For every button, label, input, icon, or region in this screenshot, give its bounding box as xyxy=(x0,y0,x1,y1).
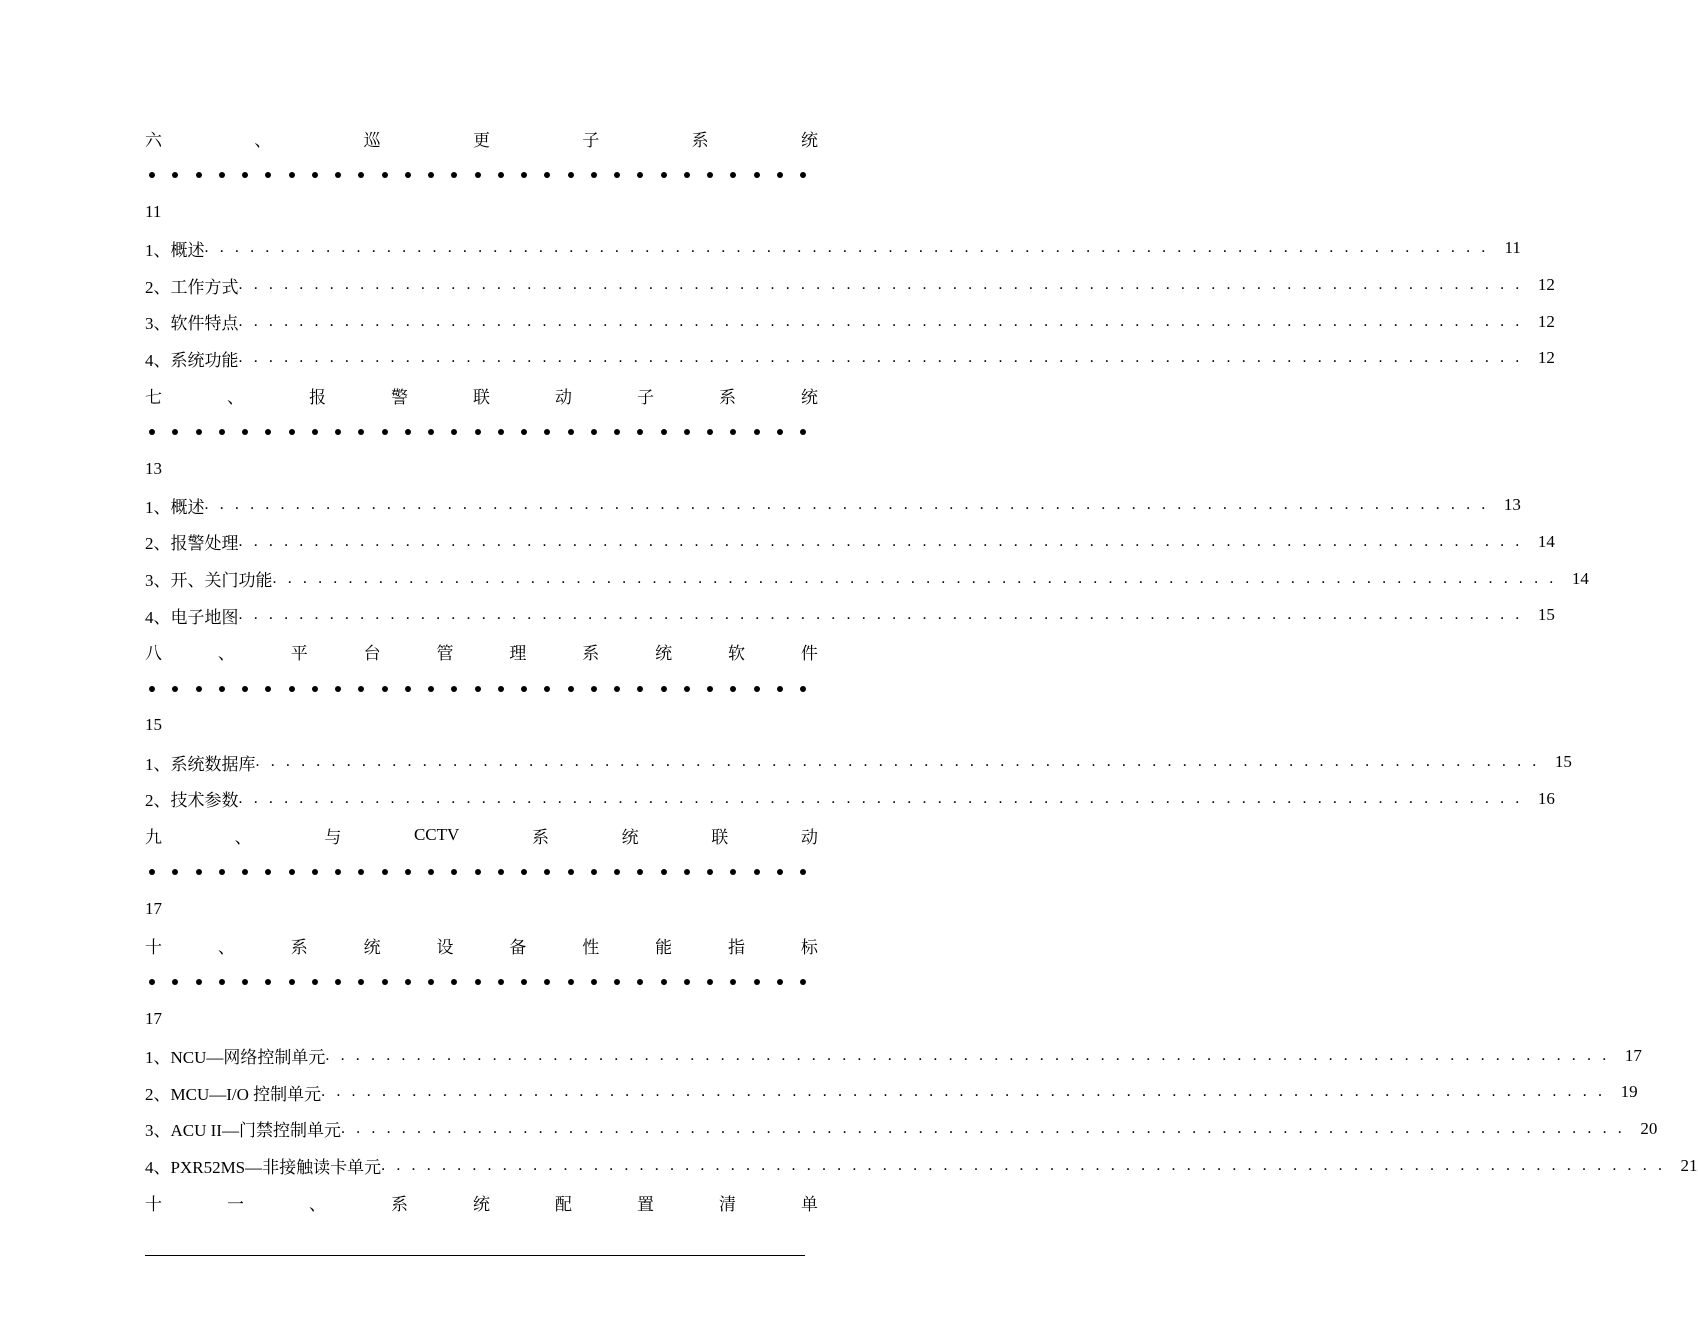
leader-dot xyxy=(684,172,690,178)
leader-dot xyxy=(451,869,457,875)
page-number: 17 xyxy=(145,1008,162,1028)
leader-dot xyxy=(637,172,643,178)
heading-char: 统 xyxy=(473,1194,490,1214)
toc-dot-leader xyxy=(145,964,818,1001)
toc-entry-page: 11 xyxy=(1504,238,1521,258)
toc-entry-page: 14 xyxy=(1537,531,1555,551)
leader-dot xyxy=(428,686,434,692)
leader-dot xyxy=(219,869,225,875)
toc-section-page-number xyxy=(145,890,818,927)
heading-char: 统 xyxy=(621,827,639,847)
leader-dot xyxy=(428,869,434,875)
heading-char: 配 xyxy=(555,1194,572,1214)
toc-entry[interactable] xyxy=(145,1037,1642,1074)
leader-dot xyxy=(637,429,643,435)
leader-dot xyxy=(475,869,481,875)
leader-dot xyxy=(265,172,271,178)
heading-char: 九 xyxy=(145,827,162,847)
leader-dot xyxy=(312,869,318,875)
leader-dot xyxy=(800,429,806,435)
leader-dot xyxy=(405,979,411,985)
heading-char: 软 xyxy=(728,644,745,664)
heading-char: 、 xyxy=(217,644,235,664)
leader-dot xyxy=(289,686,295,692)
toc-entry[interactable] xyxy=(145,340,1555,377)
leader-dot xyxy=(149,686,155,692)
heading-char: 、 xyxy=(227,387,244,407)
toc-dot-leader xyxy=(145,414,818,451)
heading-char: 八 xyxy=(145,644,162,664)
toc-section-heading[interactable] xyxy=(145,634,818,671)
leader-dot xyxy=(591,429,597,435)
leader-dot xyxy=(614,429,620,435)
page-number: 17 xyxy=(145,898,162,918)
leader-dot xyxy=(707,979,713,985)
leader-dot xyxy=(451,686,457,692)
heading-char: 、 xyxy=(217,937,235,957)
toc-section-page-number xyxy=(145,1001,818,1038)
leader-dot xyxy=(754,172,760,178)
leader-dot xyxy=(521,869,527,875)
leader-dot xyxy=(800,172,806,178)
leader-dot xyxy=(730,429,736,435)
leader-dot xyxy=(707,172,713,178)
leader-dot xyxy=(730,172,736,178)
toc-entry[interactable] xyxy=(145,1111,1658,1148)
leader-dot xyxy=(289,172,295,178)
toc-section-heading[interactable] xyxy=(145,1184,818,1221)
leader-dot xyxy=(242,686,248,692)
leader-dot xyxy=(754,686,760,692)
leader-dot xyxy=(335,429,341,435)
leader-dot xyxy=(707,429,713,435)
leader-dot xyxy=(707,869,713,875)
toc-entry[interactable] xyxy=(145,230,1521,267)
leader-dot xyxy=(614,869,620,875)
leader-dot xyxy=(405,869,411,875)
heading-char: 子 xyxy=(582,130,600,150)
leader-dot xyxy=(405,429,411,435)
leader-dot xyxy=(730,869,736,875)
leader-dot xyxy=(754,869,760,875)
heading-char: 统 xyxy=(363,937,381,957)
leader-dot xyxy=(777,429,783,435)
leader-dot xyxy=(498,869,504,875)
toc-entry-label: 3、软件特点 xyxy=(145,314,239,334)
leader-dot xyxy=(149,869,155,875)
leader-dot xyxy=(498,429,504,435)
leader-dot xyxy=(172,429,178,435)
leader-dot xyxy=(265,686,271,692)
leader-dot xyxy=(800,869,806,875)
leader-dot xyxy=(591,172,597,178)
heading-char: 统 xyxy=(801,387,818,407)
toc-entry-leader: . . . . . . . . . . . . . . . . . . . . . . . . . . . . . . . . . . . . . . . . . . . . . . . . . . . . . . . . . . . . . . . . . . . . . . . . . . . . . . . . . . . . . xyxy=(238,349,1523,367)
toc-entry-leader: . . . . . . . . . . . . . . . . . . . . . . . . . . . . . . . . . . . . . . . . . . . . . . . . . . . . . . . . . . . . . . . . . . . . . . . . . . . . . . . . . . . . . xyxy=(340,1119,1626,1137)
toc-entry-page: 20 xyxy=(1640,1118,1658,1138)
toc-entry-label: 3、ACU II—门禁控制单元 xyxy=(145,1121,341,1141)
heading-char: 警 xyxy=(391,387,408,407)
heading-char: 十 xyxy=(145,1194,162,1214)
leader-dot xyxy=(777,172,783,178)
heading-char: 报 xyxy=(309,387,326,407)
toc-section-page-number xyxy=(145,193,818,230)
heading-char: 备 xyxy=(509,937,527,957)
leader-dot xyxy=(196,172,202,178)
heading-char: 台 xyxy=(363,644,381,664)
leader-dot xyxy=(637,686,643,692)
leader-dot xyxy=(568,686,574,692)
leader-dot xyxy=(196,429,202,435)
toc-entry-leader: . . . . . . . . . . . . . . . . . . . . . . . . . . . . . . . . . . . . . . . . . . . . . . . . . . . . . . . . . . . . . . . . . . . . . . . . . . . . . . . . . . . . . xyxy=(238,532,1523,550)
leader-dot xyxy=(521,429,527,435)
leader-dot xyxy=(684,686,690,692)
leader-dot xyxy=(242,979,248,985)
leader-dot xyxy=(172,686,178,692)
leader-dot xyxy=(730,686,736,692)
toc-entry-label: 2、MCU—I/O 控制单元 xyxy=(145,1084,322,1104)
leader-dot xyxy=(637,869,643,875)
leader-dot xyxy=(428,172,434,178)
heading-char: 、 xyxy=(234,827,252,847)
toc-section-heading[interactable] xyxy=(145,120,818,157)
heading-char: 系 xyxy=(719,387,736,407)
toc-dot-leader xyxy=(145,157,818,194)
leader-dot xyxy=(544,429,550,435)
leader-dot xyxy=(475,429,481,435)
leader-dot xyxy=(172,172,178,178)
leader-dot xyxy=(568,869,574,875)
toc-entry-leader: . . . . . . . . . . . . . . . . . . . . . . . . . . . . . . . . . . . . . . . . . . . . . . . . . . . . . . . . . . . . . . . . . . . . . . . . . . . . . . . . . . . . . xyxy=(238,312,1523,330)
leader-dot xyxy=(242,869,248,875)
leader-dot xyxy=(358,869,364,875)
leader-dot xyxy=(428,429,434,435)
leader-dot xyxy=(754,429,760,435)
toc-entry[interactable] xyxy=(145,487,1521,524)
toc-entry-page: 14 xyxy=(1571,568,1589,588)
toc-entry-label: 1、概述 xyxy=(145,240,205,260)
leader-dot xyxy=(591,979,597,985)
heading-char: 件 xyxy=(800,644,818,664)
leader-dot xyxy=(196,869,202,875)
leader-dot xyxy=(498,172,504,178)
leader-dot xyxy=(777,979,783,985)
heading-char: 能 xyxy=(655,937,673,957)
toc-entry-leader: . . . . . . . . . . . . . . . . . . . . . . . . . . . . . . . . . . . . . . . . . . . . . . . . . . . . . . . . . . . . . . . . . . . . . . . . . . . . . . . . . . . . . xyxy=(238,789,1523,807)
heading-char: 、 xyxy=(309,1194,326,1214)
leader-dot xyxy=(451,172,457,178)
heading-char: 置 xyxy=(637,1194,654,1214)
leader-dot xyxy=(382,172,388,178)
heading-char: 系 xyxy=(582,644,600,664)
leader-dot xyxy=(382,869,388,875)
leader-dot xyxy=(614,979,620,985)
leader-dot xyxy=(475,686,481,692)
leader-dot xyxy=(196,979,202,985)
leader-dot xyxy=(475,979,481,985)
leader-dot xyxy=(661,869,667,875)
footer-rule xyxy=(145,1255,805,1256)
leader-dot xyxy=(172,869,178,875)
page-number: 11 xyxy=(145,201,162,221)
toc-section-page-number xyxy=(145,707,818,744)
leader-dot xyxy=(312,979,318,985)
heading-char: 联 xyxy=(473,387,490,407)
leader-dot xyxy=(219,979,225,985)
heading-char: 平 xyxy=(290,644,308,664)
leader-dot xyxy=(707,686,713,692)
toc-entry-label: 1、系统数据库 xyxy=(145,754,256,774)
heading-char: 六 xyxy=(145,130,162,150)
heading-char: 指 xyxy=(728,937,745,957)
toc-entry-page: 15 xyxy=(1554,752,1572,772)
leader-dot xyxy=(521,979,527,985)
toc-entry[interactable] xyxy=(145,524,1555,561)
leader-dot xyxy=(149,172,155,178)
leader-dot xyxy=(289,869,295,875)
page-number: 13 xyxy=(145,458,162,478)
heading-char: 标 xyxy=(800,937,818,957)
heading-char: 系 xyxy=(391,1194,408,1214)
leader-dot xyxy=(568,979,574,985)
leader-dot xyxy=(661,686,667,692)
toc-entry-page: 12 xyxy=(1537,348,1555,368)
leader-dot xyxy=(358,172,364,178)
heading-char: CCTV xyxy=(413,825,460,845)
heading-char: 设 xyxy=(436,937,454,957)
leader-dot xyxy=(661,979,667,985)
heading-char: 性 xyxy=(582,937,600,957)
toc-entry-label: 3、开、关门功能 xyxy=(145,571,273,591)
toc-entry[interactable] xyxy=(145,1147,1698,1184)
toc-entry-label: 2、工作方式 xyxy=(145,277,239,297)
heading-char: 理 xyxy=(509,644,527,664)
toc-entry-leader: . . . . . . . . . . . . . . . . . . . . . . . . . . . . . . . . . . . . . . . . . . . . . . . . . . . . . . . . . . . . . . . . . . . . . . . . . . . . . . . . . . . . . xyxy=(325,1046,1610,1064)
heading-char: 统 xyxy=(800,130,818,150)
toc-entry-page: 21 xyxy=(1680,1155,1698,1175)
leader-dot xyxy=(591,686,597,692)
heading-char: 动 xyxy=(800,827,818,847)
toc-entry[interactable] xyxy=(145,303,1555,340)
leader-dot xyxy=(289,429,295,435)
toc-entry[interactable] xyxy=(145,597,1555,634)
leader-dot xyxy=(358,429,364,435)
toc-entry-label: 2、技术参数 xyxy=(145,791,239,811)
heading-char: 动 xyxy=(555,387,572,407)
heading-char: 子 xyxy=(637,387,654,407)
leader-dot xyxy=(335,172,341,178)
leader-dot xyxy=(405,686,411,692)
leader-dot xyxy=(591,869,597,875)
heading-char: 与 xyxy=(324,827,342,847)
leader-dot xyxy=(637,979,643,985)
toc-section-page-number xyxy=(145,450,818,487)
toc-entry-label: 4、PXR52MS—非接触读卡单元 xyxy=(145,1158,382,1178)
leader-dot xyxy=(335,979,341,985)
toc-entry-page: 16 xyxy=(1537,788,1555,808)
heading-char: 单 xyxy=(801,1194,818,1214)
leader-dot xyxy=(684,429,690,435)
toc-entry-page: 15 xyxy=(1537,605,1555,625)
heading-char: 清 xyxy=(719,1194,736,1214)
heading-char: 巡 xyxy=(363,130,381,150)
heading-char: 七 xyxy=(145,387,162,407)
leader-dot xyxy=(335,869,341,875)
leader-dot xyxy=(289,979,295,985)
toc-entry-page: 13 xyxy=(1503,495,1521,515)
heading-char: 一 xyxy=(227,1194,244,1214)
heading-char: 系 xyxy=(531,827,549,847)
toc-entry-leader: . . . . . . . . . . . . . . . . . . . . . . . . . . . . . . . . . . . . . . . . . . . . . . . . . . . . . . . . . . . . . . . . . . . . . . . . . . . . . . . . . . . . . xyxy=(238,276,1523,294)
toc-entry-label: 1、NCU—网络控制单元 xyxy=(145,1048,326,1068)
toc-entry-label: 4、电子地图 xyxy=(145,607,239,627)
leader-dot xyxy=(265,429,271,435)
leader-dot xyxy=(684,869,690,875)
leader-dot xyxy=(451,979,457,985)
toc-entry-leader: . . . . . . . . . . . . . . . . . . . . . . . . . . . . . . . . . . . . . . . . . . . . . . . . . . . . . . . . . . . . . . . . . . . . . . . . . . . . . . . . . . . . . xyxy=(255,753,1540,771)
toc-entry-label: 4、系统功能 xyxy=(145,350,239,370)
toc-dot-leader xyxy=(145,854,818,891)
toc-entry-leader: . . . . . . . . . . . . . . . . . . . . . . . . . . . . . . . . . . . . . . . . . . . . . . . . . . . . . . . . . . . . . . . . . . . . . . . . . . . . . . . . . . . . . xyxy=(238,606,1523,624)
toc-entry[interactable] xyxy=(145,1074,1638,1111)
leader-dot xyxy=(544,686,550,692)
leader-dot xyxy=(428,979,434,985)
heading-char: 、 xyxy=(254,130,272,150)
leader-dot xyxy=(544,979,550,985)
toc-entry-label: 1、概述 xyxy=(145,497,205,517)
leader-dot xyxy=(661,429,667,435)
leader-dot xyxy=(358,686,364,692)
toc-section-heading[interactable] xyxy=(145,377,818,414)
leader-dot xyxy=(568,429,574,435)
toc-entry[interactable] xyxy=(145,560,1589,597)
leader-dot xyxy=(730,979,736,985)
toc-entry-leader: . . . . . . . . . . . . . . . . . . . . . . . . . . . . . . . . . . . . . . . . . . . . . . . . . . . . . . . . . . . . . . . . . . . . . . . . . . . . . . . . . . . . . xyxy=(204,496,1489,514)
leader-dot xyxy=(358,979,364,985)
leader-dot xyxy=(382,686,388,692)
leader-dot xyxy=(451,429,457,435)
leader-dot xyxy=(219,686,225,692)
leader-dot xyxy=(312,429,318,435)
toc-section-heading[interactable] xyxy=(145,817,818,854)
leader-dot xyxy=(242,172,248,178)
toc-section-heading[interactable] xyxy=(145,927,818,964)
leader-dot xyxy=(614,172,620,178)
heading-char: 管 xyxy=(436,644,454,664)
leader-dot xyxy=(312,686,318,692)
leader-dot xyxy=(544,172,550,178)
toc-entry-label: 2、报警处理 xyxy=(145,534,239,554)
heading-char: 系 xyxy=(691,130,709,150)
heading-char: 更 xyxy=(472,130,490,150)
heading-char: 系 xyxy=(290,937,308,957)
heading-char: 十 xyxy=(145,937,162,957)
toc-entry-page: 12 xyxy=(1537,311,1555,331)
leader-dot xyxy=(777,686,783,692)
table-of-contents xyxy=(145,120,1698,1221)
leader-dot xyxy=(242,429,248,435)
leader-dot xyxy=(405,172,411,178)
toc-entry-page: 19 xyxy=(1620,1082,1638,1102)
toc-entry[interactable] xyxy=(145,780,1555,817)
leader-dot xyxy=(219,172,225,178)
toc-entry-leader: . . . . . . . . . . . . . . . . . . . . . . . . . . . . . . . . . . . . . . . . . . . . . . . . . . . . . . . . . . . . . . . . . . . . . . . . . . . . . . . . . . . . . xyxy=(321,1083,1606,1101)
leader-dot xyxy=(265,869,271,875)
toc-entry-page: 17 xyxy=(1624,1045,1642,1065)
leader-dot xyxy=(172,979,178,985)
leader-dot xyxy=(312,172,318,178)
leader-dot xyxy=(335,686,341,692)
leader-dot xyxy=(382,979,388,985)
leader-dot xyxy=(614,686,620,692)
leader-dot xyxy=(265,979,271,985)
leader-dot xyxy=(219,429,225,435)
toc-entry-leader: . . . . . . . . . . . . . . . . . . . . . . . . . . . . . . . . . . . . . . . . . . . . . . . . . . . . . . . . . . . . . . . . . . . . . . . . . . . . . . . . . . . . . xyxy=(272,569,1557,587)
toc-entry-page: 12 xyxy=(1537,275,1555,295)
leader-dot xyxy=(544,869,550,875)
leader-dot xyxy=(498,686,504,692)
leader-dot xyxy=(149,429,155,435)
leader-dot xyxy=(521,686,527,692)
leader-dot xyxy=(382,429,388,435)
toc-entry-leader: . . . . . . . . . . . . . . . . . . . . . . . . . . . . . . . . . . . . . . . . . . . . . . . . . . . . . . . . . . . . . . . . . . . . . . . . . . . . . . . . . . . . . xyxy=(204,239,1489,257)
leader-dot xyxy=(800,686,806,692)
leader-dot xyxy=(521,172,527,178)
leader-dot xyxy=(684,979,690,985)
heading-char: 统 xyxy=(655,644,673,664)
toc-entry-leader: . . . . . . . . . . . . . . . . . . . . . . . . . . . . . . . . . . . . . . . . . . . . . . . . . . . . . . . . . . . . . . . . . . . . . . . . . . . . . . . . . . . . . xyxy=(381,1156,1666,1174)
page-number: 15 xyxy=(145,715,162,735)
leader-dot xyxy=(475,172,481,178)
leader-dot xyxy=(777,869,783,875)
toc-entry[interactable] xyxy=(145,744,1572,781)
toc-dot-leader xyxy=(145,670,818,707)
toc-entry[interactable] xyxy=(145,267,1555,304)
leader-dot xyxy=(149,979,155,985)
leader-dot xyxy=(568,172,574,178)
leader-dot xyxy=(196,686,202,692)
leader-dot xyxy=(661,172,667,178)
heading-char: 联 xyxy=(711,827,729,847)
leader-dot xyxy=(754,979,760,985)
leader-dot xyxy=(498,979,504,985)
leader-dot xyxy=(800,979,806,985)
